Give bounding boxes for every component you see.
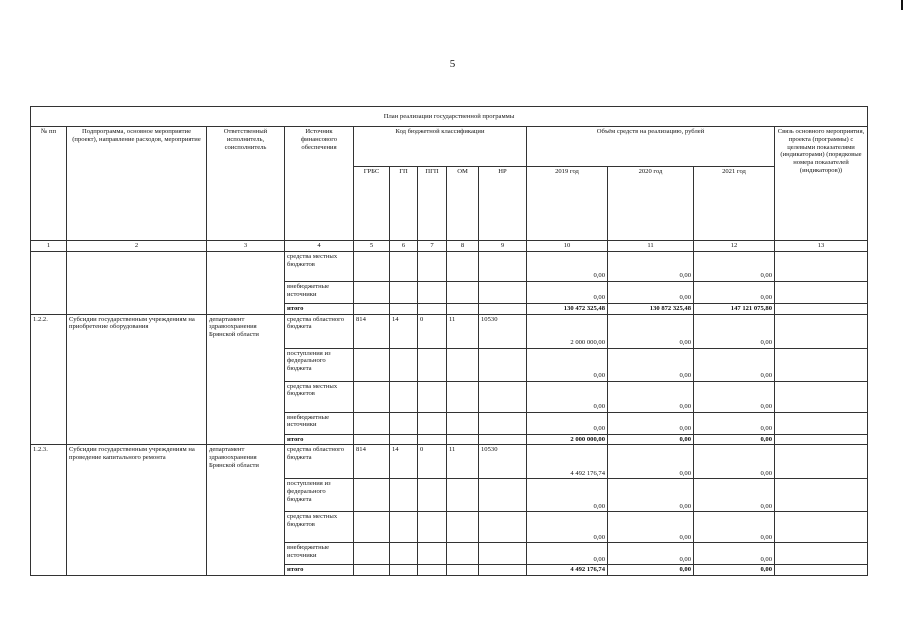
row-value-2019: 0,00 xyxy=(527,281,608,303)
row-grbs xyxy=(354,303,390,314)
row-grbs: 814 xyxy=(354,445,390,479)
header-subprogram: Подпрограмма, основное мероприятие (проект), направление расходов, мероприятие xyxy=(67,127,207,241)
row-om xyxy=(447,434,479,445)
row-value-2021: 0,00 xyxy=(694,281,775,303)
header-om: ОМ xyxy=(447,167,479,241)
row-value-2020: 0,00 xyxy=(608,281,694,303)
row-source: средства местных бюджетов xyxy=(285,251,354,281)
row-link xyxy=(775,479,868,512)
col-number: 4 xyxy=(285,241,354,252)
col-number: 6 xyxy=(390,241,418,252)
row-grbs xyxy=(354,281,390,303)
row-value-2020: 0,00 xyxy=(608,348,694,381)
edge-mark xyxy=(901,0,903,10)
row-om xyxy=(447,251,479,281)
col-number: 13 xyxy=(775,241,868,252)
row-source: внебюджетные источники xyxy=(285,412,354,434)
row-nr xyxy=(479,412,527,434)
row-grbs xyxy=(354,348,390,381)
row-source: средства местных бюджетов xyxy=(285,512,354,543)
header-2020: 2020 год xyxy=(608,167,694,241)
row-link xyxy=(775,434,868,445)
row-nr: 10530 xyxy=(479,314,527,348)
row-num xyxy=(31,251,67,314)
row-value-2021: 0,00 xyxy=(694,381,775,412)
row-num: 1.2.3. xyxy=(31,445,67,576)
row-pgp xyxy=(418,412,447,434)
row-value-2020: 0,00 xyxy=(608,381,694,412)
table-row xyxy=(31,314,868,348)
header-grbs: ГРБС xyxy=(354,167,390,241)
row-link xyxy=(775,251,868,281)
row-source: средства местных бюджетов xyxy=(285,381,354,412)
row-gp xyxy=(390,251,418,281)
row-gp xyxy=(390,565,418,576)
row-link xyxy=(775,512,868,543)
header-budget-code: Код бюджетной классификации xyxy=(354,127,527,167)
row-value-2021: 0,00 xyxy=(694,565,775,576)
row-gp xyxy=(390,434,418,445)
table-row xyxy=(31,445,868,479)
row-link xyxy=(775,412,868,434)
row-gp xyxy=(390,512,418,543)
row-link xyxy=(775,303,868,314)
row-link xyxy=(775,381,868,412)
row-grbs xyxy=(354,434,390,445)
row-link xyxy=(775,565,868,576)
row-om xyxy=(447,348,479,381)
row-grbs xyxy=(354,543,390,565)
row-pgp xyxy=(418,303,447,314)
col-number: 3 xyxy=(207,241,285,252)
row-value-2019: 4 492 176,74 xyxy=(527,445,608,479)
row-pgp xyxy=(418,281,447,303)
row-gp: 14 xyxy=(390,445,418,479)
row-pgp xyxy=(418,543,447,565)
row-nr xyxy=(479,281,527,303)
row-gp xyxy=(390,348,418,381)
header-source: Источник финансового обеспечения xyxy=(285,127,354,241)
header-2021: 2021 год xyxy=(694,167,775,241)
row-name: Субсидии государственным учреждениям на проведение капитального ремонта xyxy=(67,445,207,576)
row-value-2020: 0,00 xyxy=(608,543,694,565)
row-name: Субсидии государственным учреждениям на приобретение оборудования xyxy=(67,314,207,445)
row-link xyxy=(775,445,868,479)
row-value-2020: 0,00 xyxy=(608,314,694,348)
page-number: 5 xyxy=(449,58,456,70)
row-grbs: 814 xyxy=(354,314,390,348)
row-pgp: 0 xyxy=(418,314,447,348)
row-om: 11 xyxy=(447,445,479,479)
col-number: 2 xyxy=(67,241,207,252)
row-executor: департамент здравоохранения Брянской области xyxy=(207,314,285,445)
row-value-2021: 0,00 xyxy=(694,314,775,348)
row-value-2019: 4 492 176,74 xyxy=(527,565,608,576)
row-gp xyxy=(390,543,418,565)
row-value-2019: 0,00 xyxy=(527,412,608,434)
row-value-2020: 0,00 xyxy=(608,445,694,479)
row-nr xyxy=(479,543,527,565)
row-om: 11 xyxy=(447,314,479,348)
row-grbs xyxy=(354,565,390,576)
row-grbs xyxy=(354,251,390,281)
col-number: 7 xyxy=(418,241,447,252)
row-pgp xyxy=(418,479,447,512)
row-source: средства областного бюджета xyxy=(285,314,354,348)
row-gp xyxy=(390,303,418,314)
row-value-2021: 0,00 xyxy=(694,543,775,565)
col-number: 8 xyxy=(447,241,479,252)
row-gp xyxy=(390,281,418,303)
table-title: План реализации государственной программы xyxy=(31,107,868,127)
row-om xyxy=(447,381,479,412)
row-grbs xyxy=(354,512,390,543)
row-nr xyxy=(479,303,527,314)
row-source: поступления из федерального бюджета xyxy=(285,348,354,381)
row-value-2019: 0,00 xyxy=(527,348,608,381)
row-pgp xyxy=(418,348,447,381)
header-link: Связь основного мероприятия, проекта (программы) с целевыми показателями (индикаторами) (порядковые номера показателей (индикаторов)) xyxy=(775,127,868,241)
header-volume: Объём средств на реализацию, рублей xyxy=(527,127,775,167)
row-value-2021: 0,00 xyxy=(694,348,775,381)
col-number: 10 xyxy=(527,241,608,252)
row-num: 1.2.2. xyxy=(31,314,67,445)
row-pgp xyxy=(418,251,447,281)
row-value-2020: 0,00 xyxy=(608,434,694,445)
row-nr xyxy=(479,381,527,412)
row-gp xyxy=(390,412,418,434)
plan-table xyxy=(30,106,868,576)
row-source: итого xyxy=(285,434,354,445)
row-gp xyxy=(390,479,418,512)
row-grbs xyxy=(354,479,390,512)
row-value-2019: 0,00 xyxy=(527,381,608,412)
row-value-2021: 0,00 xyxy=(694,445,775,479)
row-pgp xyxy=(418,434,447,445)
col-number: 12 xyxy=(694,241,775,252)
header-executor: Ответственный исполнитель, соисполнитель xyxy=(207,127,285,241)
row-value-2020: 130 872 325,48 xyxy=(608,303,694,314)
header-pgp: ПГП xyxy=(418,167,447,241)
row-om xyxy=(447,412,479,434)
row-value-2019: 2 000 000,00 xyxy=(527,314,608,348)
row-grbs xyxy=(354,412,390,434)
row-nr xyxy=(479,348,527,381)
row-om xyxy=(447,281,479,303)
row-value-2019: 0,00 xyxy=(527,479,608,512)
row-link xyxy=(775,348,868,381)
row-link xyxy=(775,314,868,348)
row-grbs xyxy=(354,381,390,412)
row-source: средства областного бюджета xyxy=(285,445,354,479)
header-2019: 2019 год xyxy=(527,167,608,241)
row-source: итого xyxy=(285,303,354,314)
row-nr: 10530 xyxy=(479,445,527,479)
table-row xyxy=(31,251,868,281)
row-gp: 14 xyxy=(390,314,418,348)
row-om xyxy=(447,565,479,576)
row-executor xyxy=(207,251,285,314)
row-value-2021: 0,00 xyxy=(694,512,775,543)
row-source: внебюджетные источники xyxy=(285,543,354,565)
row-value-2020: 0,00 xyxy=(608,412,694,434)
row-value-2020: 0,00 xyxy=(608,479,694,512)
row-om xyxy=(447,479,479,512)
col-number: 1 xyxy=(31,241,67,252)
row-name xyxy=(67,251,207,314)
row-pgp: 0 xyxy=(418,445,447,479)
row-source: внебюджетные источники xyxy=(285,281,354,303)
row-value-2021: 0,00 xyxy=(694,251,775,281)
row-value-2019: 0,00 xyxy=(527,543,608,565)
header-num: № пп xyxy=(31,127,67,241)
row-nr xyxy=(479,251,527,281)
row-nr xyxy=(479,479,527,512)
col-number: 5 xyxy=(354,241,390,252)
row-value-2019: 2 000 000,00 xyxy=(527,434,608,445)
col-number: 9 xyxy=(479,241,527,252)
row-om xyxy=(447,303,479,314)
row-source: поступления из федерального бюджета xyxy=(285,479,354,512)
row-om xyxy=(447,543,479,565)
row-value-2021: 0,00 xyxy=(694,412,775,434)
row-nr xyxy=(479,434,527,445)
row-value-2020: 0,00 xyxy=(608,251,694,281)
row-value-2019: 0,00 xyxy=(527,512,608,543)
row-value-2021: 0,00 xyxy=(694,479,775,512)
row-om xyxy=(447,512,479,543)
row-link xyxy=(775,281,868,303)
row-source: итого xyxy=(285,565,354,576)
header-nr: НР xyxy=(479,167,527,241)
row-value-2019: 0,00 xyxy=(527,251,608,281)
row-pgp xyxy=(418,565,447,576)
row-pgp xyxy=(418,512,447,543)
row-value-2020: 0,00 xyxy=(608,565,694,576)
row-value-2021: 0,00 xyxy=(694,434,775,445)
row-link xyxy=(775,543,868,565)
row-value-2021: 147 121 075,80 xyxy=(694,303,775,314)
row-pgp xyxy=(418,381,447,412)
row-value-2020: 0,00 xyxy=(608,512,694,543)
row-gp xyxy=(390,381,418,412)
row-executor: департамент здравоохранения Брянской области xyxy=(207,445,285,576)
row-value-2019: 130 472 325,48 xyxy=(527,303,608,314)
header-gp: ГП xyxy=(390,167,418,241)
col-number: 11 xyxy=(608,241,694,252)
row-nr xyxy=(479,512,527,543)
row-nr xyxy=(479,565,527,576)
